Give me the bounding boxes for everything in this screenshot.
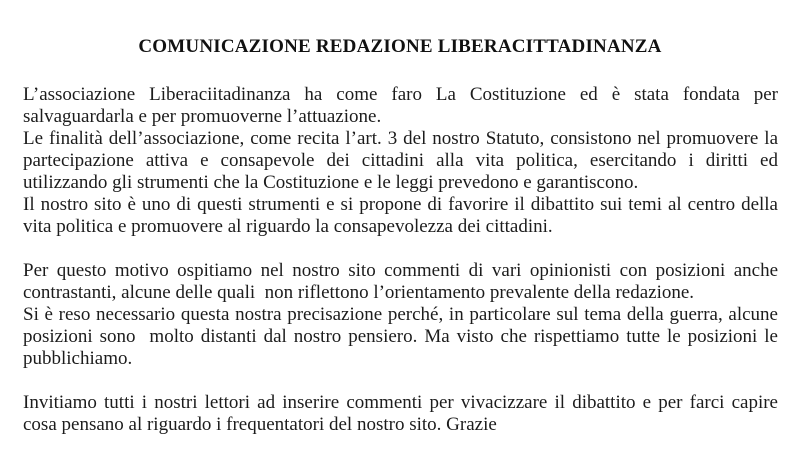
paragraph-line: Il nostro sito è uno di questi strumenti e si propone di favorire il dibattito sui temi al centro della vita politica e promuovere al riguardo la consapevolezza dei cittadini. (23, 194, 788, 237)
document-title: COMUNICAZIONE REDAZIONE LIBERACITTADINANZA (138, 36, 662, 57)
paragraph-line: Invitiamo tutti i nostri lettori ad inserire commenti per vivacizzare il dibattito e per farci capire cosa pensano al riguardo i frequentatori del nostro sito. Grazie (23, 392, 783, 435)
paragraph-line: Si è reso necessario questa nostra precisazione perché, in particolare sul tema della guerra, alcune posizioni sono molto distanti dal nostro pensiero. Ma visto che rispettiamo tutte le posizioni le pubblichiamo. (23, 304, 783, 369)
paragraph-line: Per questo motivo ospitiamo nel nostro sito commenti di vari opinionisti con posizioni anche contrastanti, alcune delle quali non riflettono l’orientamento prevalente della redazione. (23, 260, 783, 303)
document-body (23, 84, 788, 436)
paragraph-invitation (23, 392, 783, 436)
paragraph-association-intro (23, 84, 788, 238)
paragraph-line: L’associazione Liberaciitadinanza ha come faro La Costituzione ed è stata fondata per salvaguardarla e per promuoverne l’attuazione. (23, 84, 783, 127)
paragraph-editorial-position (23, 260, 783, 370)
paragraph-line: Le finalità dell’associazione, come recita l’art. 3 del nostro Statuto, consistono nel promuovere la partecipazione attiva e consapevole dei cittadini alla vita politica, esercitando i diritti ed utilizzando gli strumenti che la Costituzione e le leggi prevedono e garantiscono. (23, 128, 783, 193)
